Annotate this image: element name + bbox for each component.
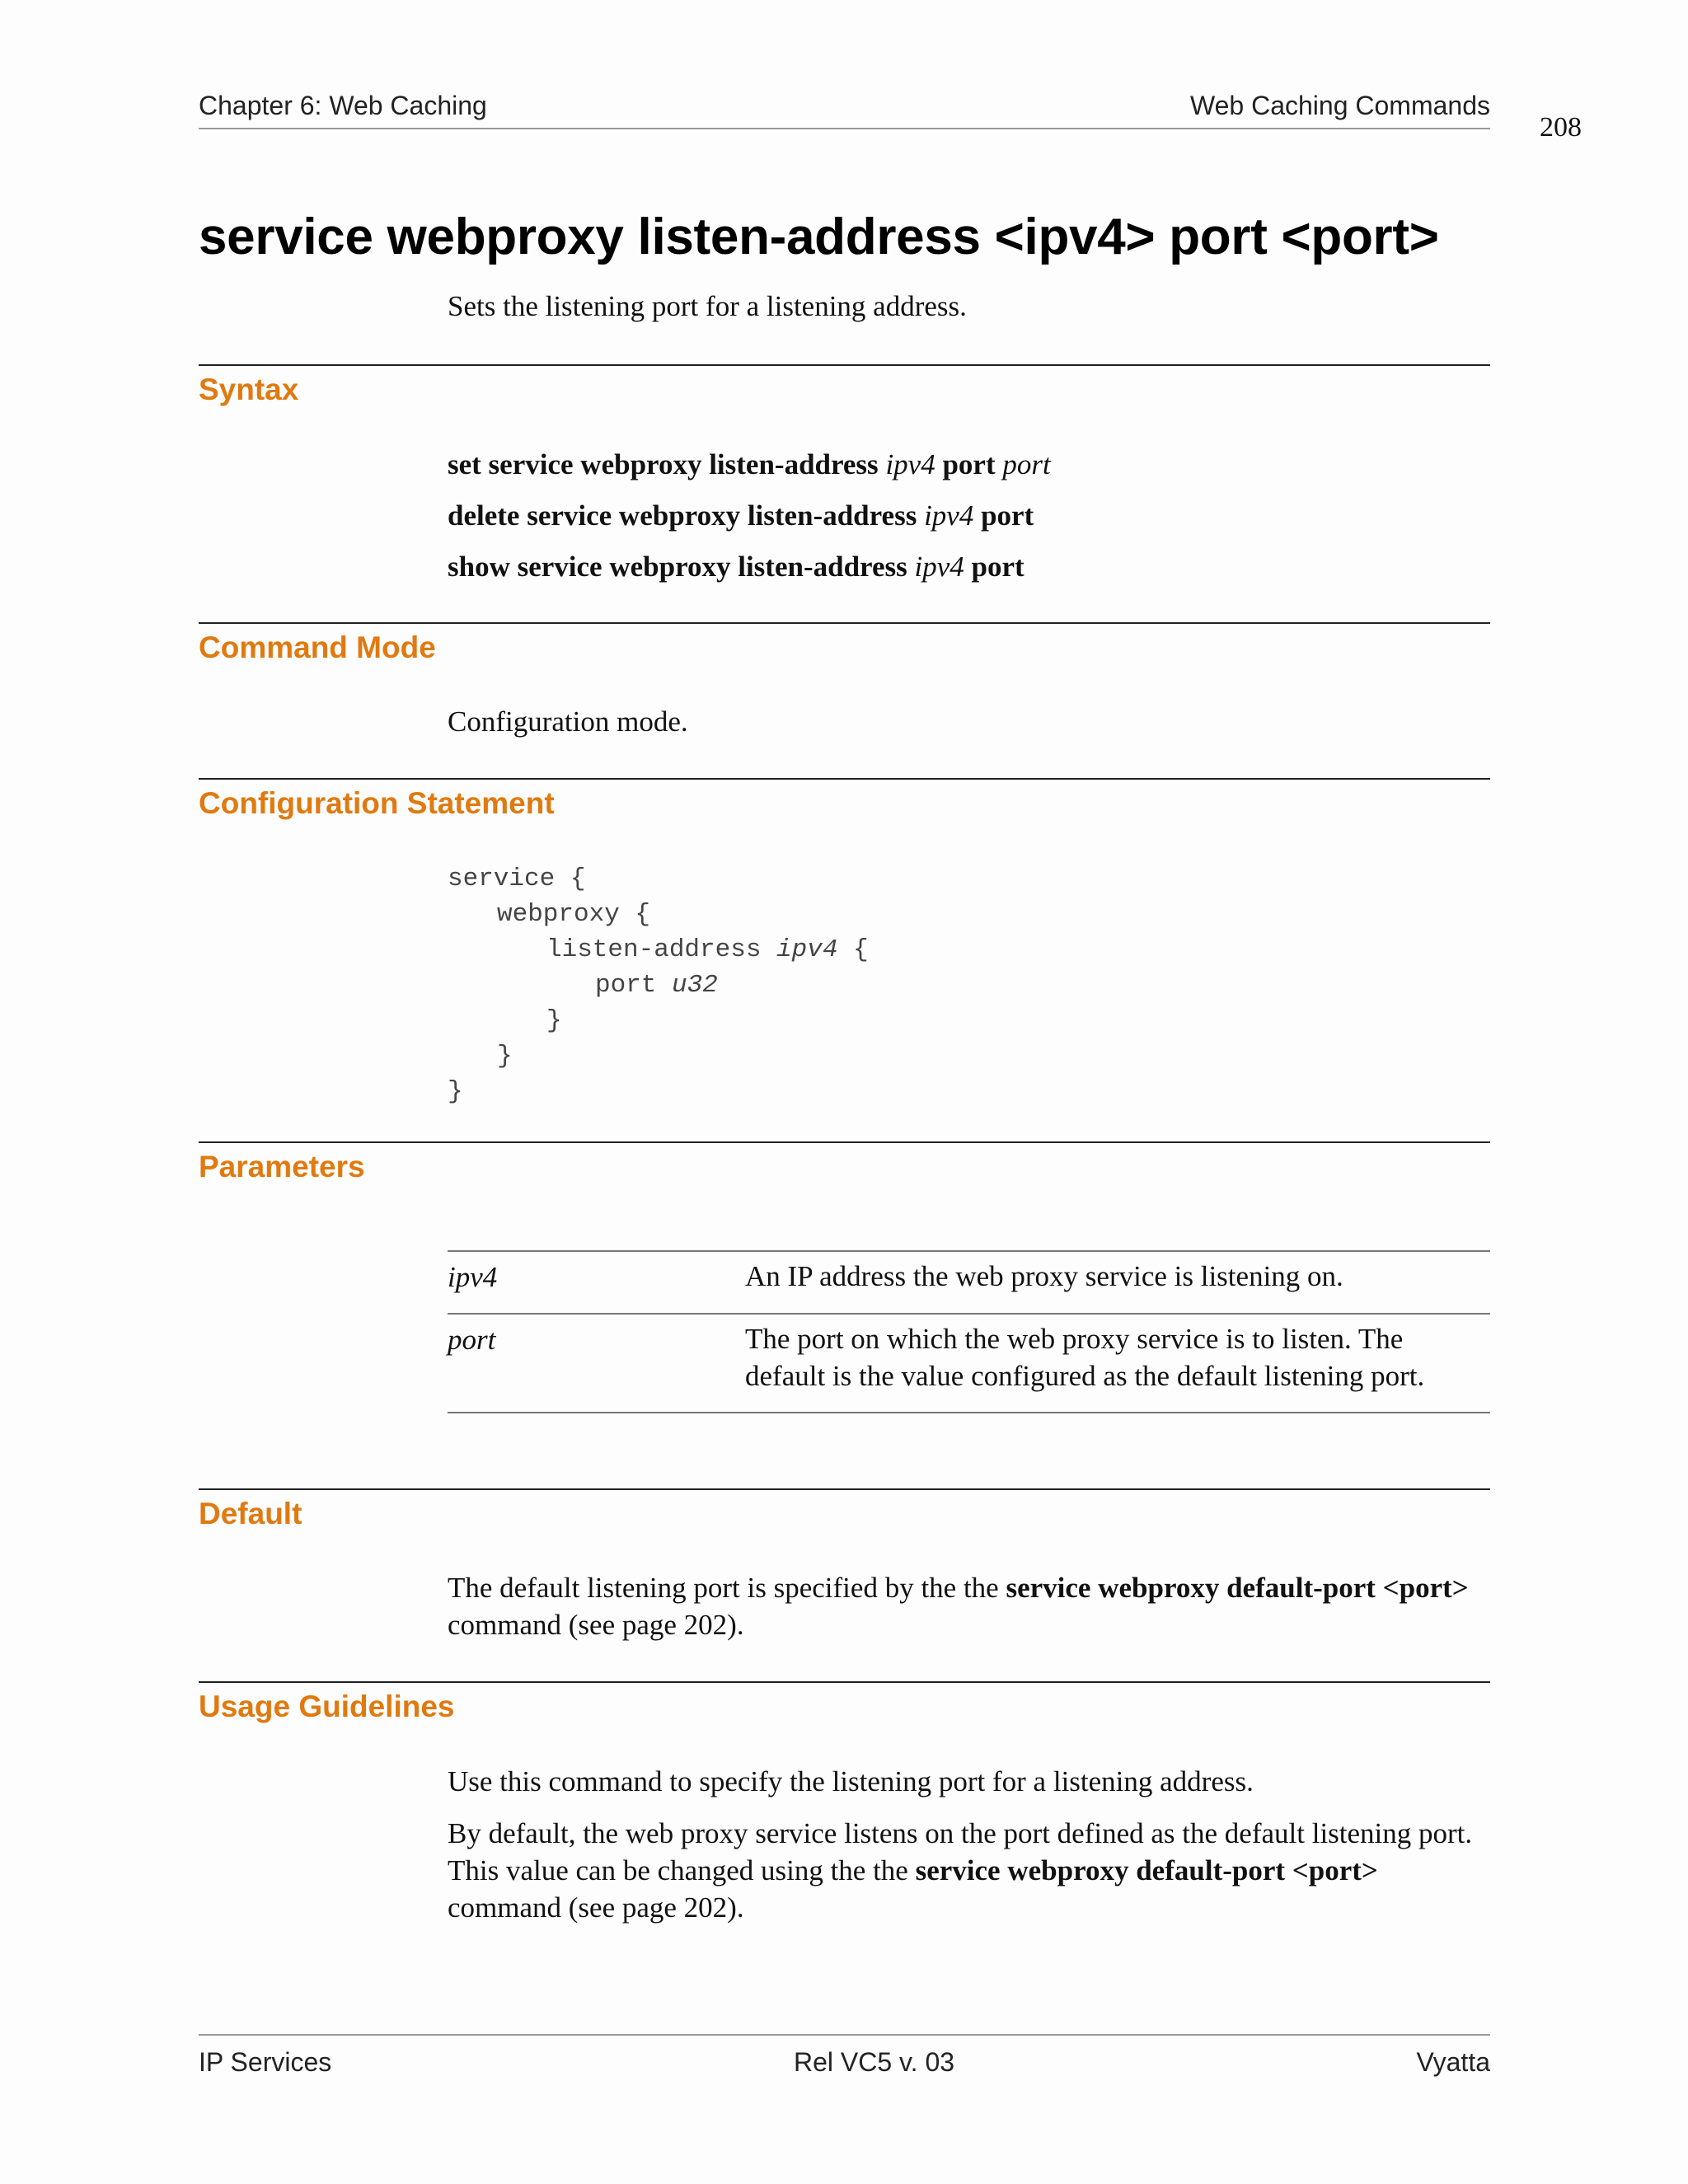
syntax-line-set	[448, 448, 1051, 481]
param-name-ipv4: ipv4	[448, 1261, 498, 1293]
running-header-chapter: Chapter 6: Web Caching	[199, 91, 487, 120]
usage-paragraph-1: Use this command to specify the listening port for a listening address.	[448, 1765, 1254, 1797]
syntax-keyword: port	[942, 448, 996, 480]
footer-release: Rel VC5 v. 03	[794, 2047, 955, 2077]
config-code-line: listen-address ipv4 {	[546, 935, 869, 964]
syntax-line-delete	[448, 499, 1034, 532]
command-mode-text: Configuration mode.	[448, 705, 688, 738]
section-divider	[199, 1488, 1490, 1490]
default-command-ref: service webproxy default-port <port>	[1006, 1572, 1469, 1604]
section-divider	[199, 778, 1490, 780]
table-rule	[448, 1412, 1490, 1413]
syntax-argument: ipv4	[924, 499, 974, 532]
syntax-command: show service webproxy listen-address	[448, 551, 907, 583]
param-name-port: port	[448, 1324, 496, 1356]
config-code-line: }	[497, 1042, 513, 1071]
section-divider	[199, 1681, 1490, 1683]
syntax-line-show	[448, 551, 1025, 583]
config-code-line: webproxy {	[497, 900, 651, 929]
section-heading-syntax: Syntax	[199, 373, 299, 406]
syntax-keyword: port	[981, 499, 1034, 532]
page-title: service webproxy listen-address <ipv4> port <port>	[199, 209, 1439, 265]
section-divider	[199, 364, 1490, 366]
footer-divider	[199, 2034, 1490, 2036]
param-desc-ipv4: An IP address the web proxy service is listening on.	[745, 1260, 1343, 1292]
config-code-line: }	[546, 1006, 562, 1035]
syntax-argument: port	[1002, 448, 1051, 480]
header-divider	[199, 128, 1490, 129]
param-desc-port: The port on which the web proxy service is to listen. The default is the value configured as the default listening port.	[745, 1323, 1425, 1392]
section-divider	[199, 622, 1490, 624]
table-rule	[448, 1250, 1490, 1252]
footer-company: Vyatta	[1416, 2047, 1490, 2077]
config-code-line: port u32	[595, 971, 718, 1000]
syntax-command: delete service webproxy listen-address	[448, 499, 917, 532]
syntax-keyword: port	[971, 551, 1025, 583]
config-code-line: service {	[448, 865, 586, 893]
footer-guide-name: IP Services	[199, 2047, 332, 2077]
usage-command-ref: service webproxy default-port <port>	[915, 1854, 1378, 1886]
section-heading-parameters: Parameters	[199, 1150, 365, 1183]
table-rule	[448, 1313, 1490, 1315]
syntax-argument: ipv4	[914, 551, 964, 583]
syntax-argument: ipv4	[885, 448, 935, 480]
section-heading-default: Default	[199, 1497, 302, 1530]
command-summary: Sets the listening port for a listening address.	[448, 290, 967, 322]
section-heading-usage: Usage Guidelines	[199, 1690, 455, 1723]
usage-paragraph-2: By default, the web proxy service listens on the port defined as the default listening port. This value can be changed using the the service webproxy default-port <port> command (see page 202).	[448, 1817, 1473, 1924]
default-text: The default listening port is specified by the the service webproxy default-port <port> command (see page 202).	[448, 1572, 1469, 1641]
running-header-section: Web Caching Commands	[1189, 91, 1490, 120]
section-heading-command-mode: Command Mode	[199, 630, 436, 664]
page-number: 208	[1540, 112, 1582, 143]
section-heading-config-statement: Configuration Statement	[199, 786, 555, 820]
config-code-line: }	[448, 1077, 463, 1106]
syntax-command: set service webproxy listen-address	[448, 448, 879, 480]
section-divider	[199, 1141, 1490, 1143]
